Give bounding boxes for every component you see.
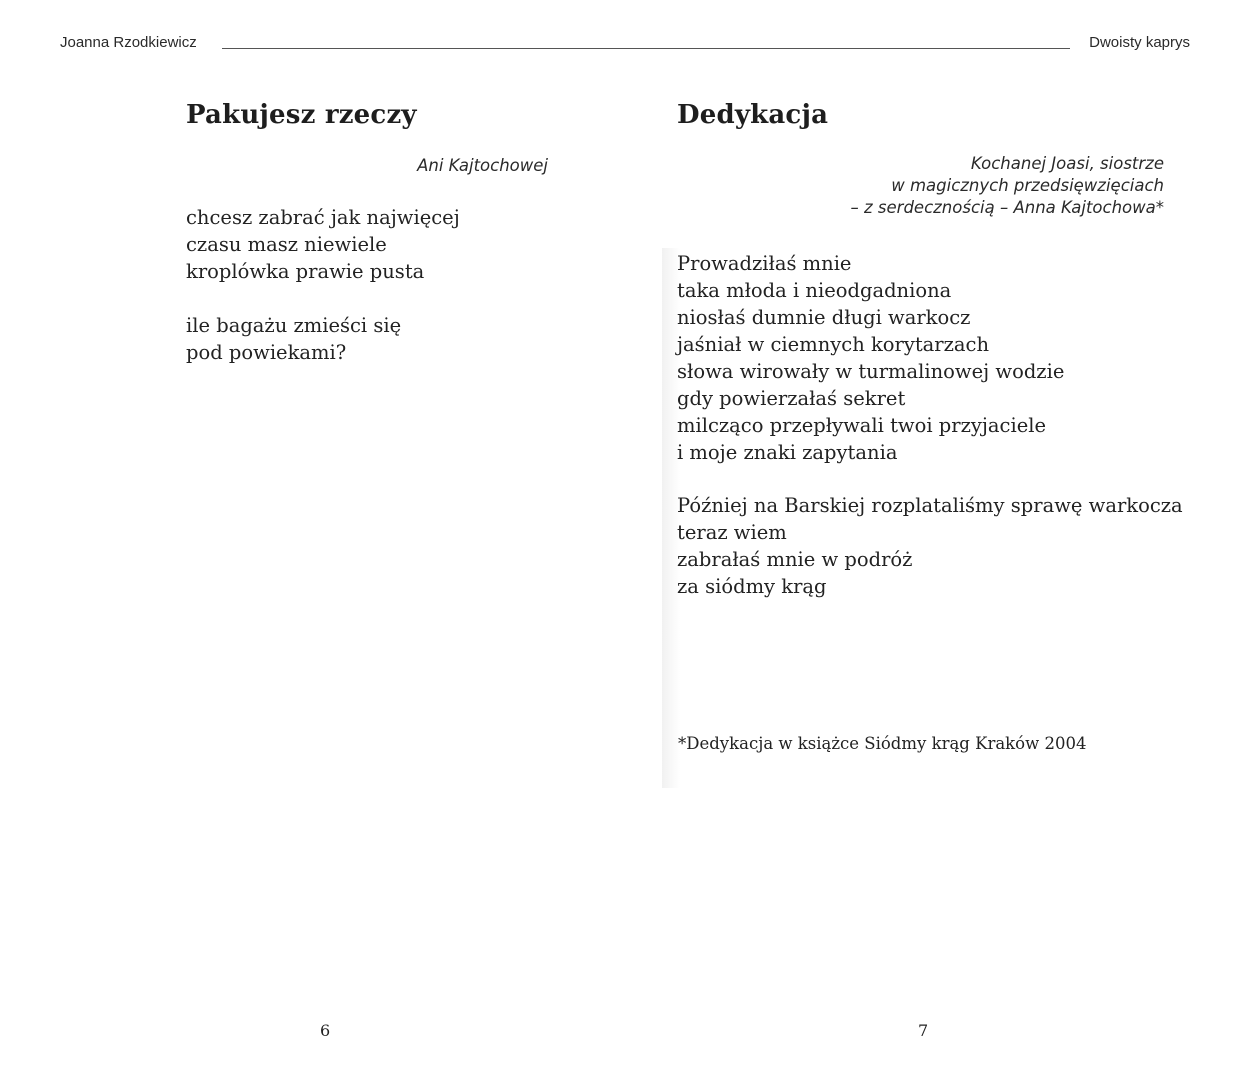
poem-title-right: Dedykacja: [677, 100, 829, 130]
dedication-line: Ani Kajtochowej: [417, 156, 548, 175]
verse-line: słowa wirowały w turmalinowej wodzie: [677, 360, 1065, 383]
verse-line: Prowadziłaś mnie: [677, 252, 852, 275]
header-rule-right: [608, 48, 1070, 49]
stanza-right-2: [677, 492, 1183, 600]
footnote: *Dedykacja w książce Siódmy krąg Kraków 2004: [678, 734, 1087, 753]
verse-line: Później na Barskiej rozplataliśmy sprawę warkocza: [677, 494, 1183, 517]
running-head-author: Joanna Rzodkiewicz: [60, 34, 197, 51]
verse-line: zabrałaś mnie w podróż: [677, 548, 913, 571]
verse-line: taka młoda i nieodgadniona: [677, 279, 952, 302]
verse-line: ile bagażu zmieści się: [186, 314, 402, 337]
header-rule-left: [222, 48, 608, 49]
dedication-line: Kochanej Joasi, siostrze: [970, 154, 1164, 173]
page-number-right: 7: [918, 1021, 929, 1040]
verse-line: pod powiekami?: [186, 341, 347, 364]
stanza-left-2: [186, 312, 401, 366]
dedication-right: [851, 153, 1164, 219]
verse-line: niosłaś dumnie długi warkocz: [677, 306, 971, 329]
dedication-left: [417, 155, 548, 177]
dedication-line: w magicznych przedsięwzięciach: [891, 176, 1164, 195]
verse-line: teraz wiem: [677, 521, 787, 544]
verse-line: chcesz zabrać jak najwięcej: [186, 206, 460, 229]
dedication-line: – z serdecznością – Anna Kajtochowa*: [850, 198, 1164, 217]
verse-line: gdy powierzałaś sekret: [677, 387, 906, 410]
stanza-left-1: [186, 204, 460, 285]
verse-line: i moje znaki zapytania: [677, 441, 898, 464]
verse-line: czasu masz niewiele: [186, 233, 387, 256]
running-head-book-title: Dwoisty kaprys: [1089, 34, 1190, 51]
stanza-right-1: [677, 250, 1064, 466]
verse-line: kroplówka prawie pusta: [186, 260, 425, 283]
verse-line: jaśniał w ciemnych korytarzach: [677, 333, 990, 356]
verse-line: za siódmy krąg: [677, 575, 827, 598]
verse-line: milcząco przepływali twoi przyjaciele: [677, 414, 1047, 437]
poem-title-left: Pakujesz rzeczy: [186, 100, 417, 130]
page-number-left: 6: [320, 1021, 331, 1040]
